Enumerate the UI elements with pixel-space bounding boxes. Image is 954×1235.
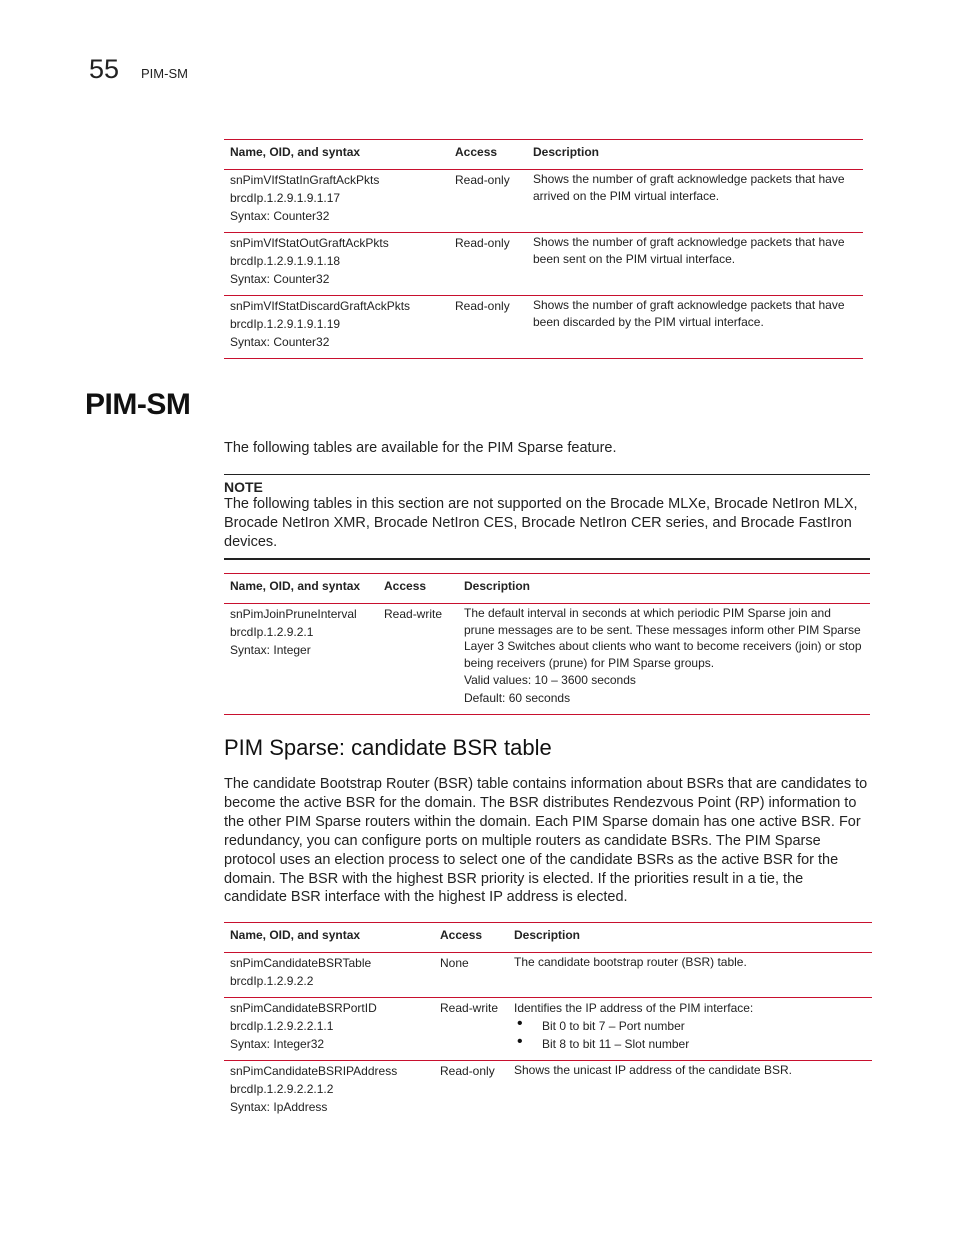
description-cell [527,296,863,359]
description-cell [508,1061,872,1124]
access-cell: Read-only [449,170,527,233]
column-header-access: Access [378,574,458,604]
object-cell [224,296,449,359]
bullet-list [514,1017,866,1053]
object-cell [224,233,449,296]
description-text: The candidate bootstrap router (BSR) table. [514,955,747,969]
description-text: Identifies the IP address of the PIM interface: [514,1001,754,1015]
object-name: snPimVIfStatInGraftAckPkts [230,173,380,187]
description-cell [508,953,872,998]
object-name: snPimCandidateBSRTable [230,956,372,970]
object-oid: brcdIp.1.2.9.1.9.1.17 [230,191,341,205]
section-heading: PIM-SM [85,388,191,421]
object-syntax: Syntax: Integer32 [230,1037,325,1051]
table-row [224,1061,872,1124]
chapter-number: 55 [89,54,120,84]
table-row [224,998,872,1061]
table-row [224,296,863,359]
column-header-access: Access [449,140,527,170]
object-oid: brcdIp.1.2.9.2.2.1.2 [230,1082,334,1096]
description-text: Shows the number of graft acknowledge packets that have arrived on the PIM virtual interface. [533,172,845,203]
mib-table-join-prune [224,573,870,715]
object-cell [224,170,449,233]
object-name: snPimVIfStatDiscardGraftAckPkts [230,299,411,313]
object-cell [224,604,378,715]
column-header-description: Description [458,574,870,604]
access-cell: None [434,953,508,998]
subsection-heading: PIM Sparse: candidate BSR table [224,735,552,760]
access-cell: Read-only [449,296,527,359]
object-name: snPimCandidateBSRPortID [230,1001,377,1015]
object-oid: brcdIp.1.2.9.1.9.1.18 [230,254,341,268]
object-name: snPimCandidateBSRIPAddress [230,1064,398,1078]
description-cell [458,604,870,715]
object-syntax: Syntax: Counter32 [230,335,330,349]
object-oid: brcdIp.1.2.9.2.2.1.1 [230,1019,334,1033]
table-header-row [224,574,870,604]
bullet-item: • Bit 0 to bit 7 – Port number [514,1017,866,1035]
column-header-access: Access [434,923,508,953]
mib-table-candidate-bsr [224,922,872,1123]
object-syntax: Syntax: Counter32 [230,272,330,286]
object-name: snPimJoinPruneInterval [230,607,357,621]
description-cell [508,998,872,1061]
column-header-description: Description [508,923,872,953]
object-name: snPimVIfStatOutGraftAckPkts [230,236,389,250]
object-syntax: Syntax: IpAddress [230,1100,328,1114]
description-text: The default interval in seconds at which periodic PIM Sparse join and prune messages are to be sent. These messages inform other PIM Sparse Layer 3 Switches about clients who want to become receivers (join) or stop being receivers (prune) for PIM Sparse groups. [464,606,862,670]
note-label: NOTE [224,479,263,495]
object-oid: brcdIp.1.2.9.2.2 [230,974,314,988]
description-text: Shows the unicast IP address of the candidate BSR. [514,1063,792,1077]
object-cell [224,953,434,998]
object-oid: brcdIp.1.2.9.1.9.1.19 [230,317,341,331]
object-oid: brcdIp.1.2.9.2.1 [230,625,314,639]
table-row [224,233,863,296]
description-cell [527,233,863,296]
column-header-description: Description [527,140,863,170]
description-text: Shows the number of graft acknowledge packets that have been discarded by the PIM virtual interface. [533,298,845,329]
table-row [224,170,863,233]
description-cell [527,170,863,233]
access-cell: Read-write [434,998,508,1061]
bullet-item: • Bit 8 to bit 11 – Slot number [514,1035,866,1053]
access-cell: Read-write [378,604,458,715]
object-syntax: Syntax: Counter32 [230,209,330,223]
table-row [224,604,870,715]
note-box [224,474,870,560]
object-cell [224,998,434,1061]
table-header-row [224,923,872,953]
mib-table-graft-ack [224,139,863,359]
column-header-name: Name, OID, and syntax [224,923,434,953]
description-text: Shows the number of graft acknowledge packets that have been sent on the PIM virtual interface. [533,235,845,266]
table-header-row [224,140,863,170]
note-text: The following tables in this section are not supported on the Brocade MLXe, Brocade NetIron MLX, Brocade NetIron XMR, Brocade NetIron CES, Brocade NetIron CER series, and Brocade FastIron devices. [224,496,858,550]
column-header-name: Name, OID, and syntax [224,140,449,170]
table-row [224,953,872,998]
section-intro: The following tables are available for the PIM Sparse feature. [224,440,617,456]
object-cell [224,1061,434,1124]
chapter-title: PIM-SM [141,66,188,81]
access-cell: Read-only [434,1061,508,1124]
subsection-paragraph: The candidate Bootstrap Router (BSR) table contains information about BSRs that are candidates to become the active BSR for the domain. The BSR distributes Rendezvous Point (RP) information to the other PIM Sparse routers within the domain. Each PIM Sparse domain has one active BSR. For redundancy, you can configure ports on multiple routers as candidate BSRs. The PIM Sparse protocol uses an election process to select one of the candidate BSRs as the active BSR for the domain. The BSR with the highest BSR priority is elected. If the priorities result in a tie, the candidate BSR interface with the highest IP address is elected. [224,776,868,906]
access-cell: Read-only [449,233,527,296]
object-syntax: Syntax: Integer [230,643,311,657]
valid-values: Valid values: 10 – 3600 seconds [464,673,636,687]
column-header-name: Name, OID, and syntax [224,574,378,604]
default-value: Default: 60 seconds [464,691,571,705]
